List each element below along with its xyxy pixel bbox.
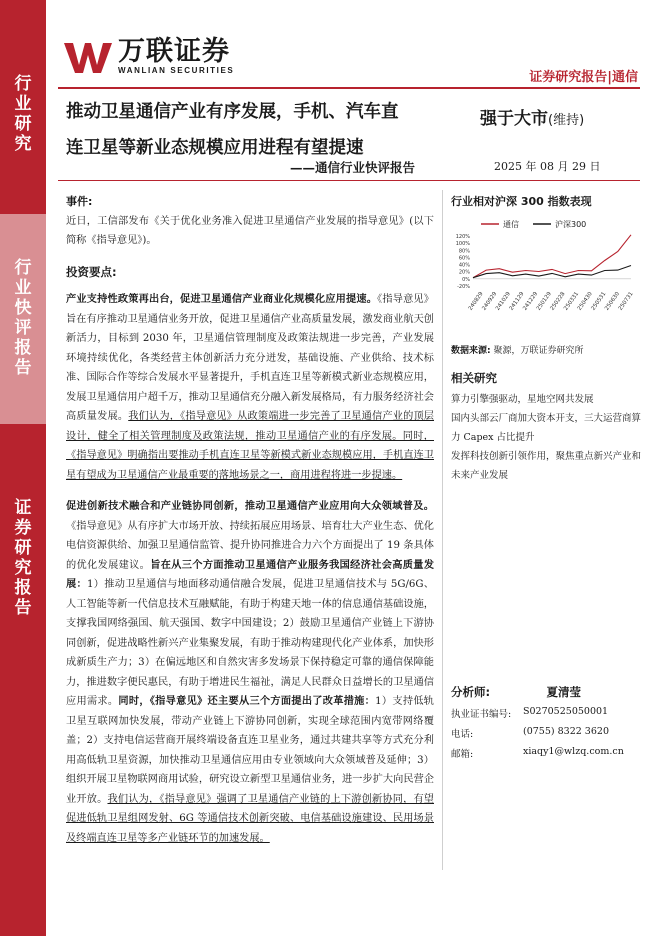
event-text: 近日，工信部发布《关于优化业务准入促进卫星通信产业发展的指导意见》(以下简称《指导意见》)。 bbox=[66, 215, 434, 246]
x-tick-label: 241029 bbox=[494, 291, 512, 312]
logo-text-en: WANLIAN SECURITIES bbox=[118, 66, 235, 75]
right-column bbox=[451, 194, 641, 485]
related-research-heading: 相关研究 bbox=[451, 371, 497, 385]
rating: 强于大市(维持) bbox=[480, 109, 585, 129]
y-tick-label: 80% bbox=[458, 248, 470, 255]
event-label: 事件: bbox=[66, 195, 93, 208]
chart-title: 行业相对沪深 300 指数表现 bbox=[451, 195, 592, 208]
analyst-name: 夏清莹 bbox=[546, 685, 581, 699]
column-divider bbox=[442, 190, 443, 870]
report-title: 推动卫星通信产业有序发展，手机、汽车直 连卫星等新业态规模应用进程有望提速 bbox=[66, 102, 399, 158]
analyst-info bbox=[451, 684, 641, 760]
y-tick-label: 120% bbox=[455, 234, 470, 240]
x-tick-label: 241229 bbox=[522, 291, 540, 312]
related-research-item[interactable]: 国内头部云厂商加大资本开支，三大运营商算力 Capex 占比提升 bbox=[451, 413, 642, 443]
y-tick-label: 40% bbox=[458, 262, 470, 269]
x-tick-label: 250630 bbox=[604, 291, 622, 312]
legend-label: 通信 bbox=[503, 220, 519, 229]
sidebar bbox=[0, 0, 46, 936]
logo-text-cn: 万联证券 bbox=[118, 36, 230, 67]
report-subtitle: ——通信行业快评报告 bbox=[290, 160, 416, 175]
series-line bbox=[473, 266, 631, 278]
y-tick-label: -20% bbox=[457, 284, 470, 290]
sidebar-label-industry-research: 行 业 研 究 bbox=[14, 74, 32, 154]
x-tick-label: 250129 bbox=[535, 291, 553, 312]
relative-performance-chart bbox=[451, 216, 641, 326]
points-label: 投资要点: bbox=[66, 264, 117, 279]
related-research-item[interactable]: 算力引擎强驱动，星地空网共发展 bbox=[451, 394, 594, 405]
x-tick-label: 240929 bbox=[481, 291, 499, 312]
x-tick-label: 250731 bbox=[617, 291, 635, 312]
analyst-field: 执业证书编号: S0270525050001 bbox=[451, 706, 609, 720]
header-divider bbox=[58, 87, 640, 89]
sidebar-label-quick-review: 行 业 快 评 报 告 bbox=[0, 214, 46, 424]
y-tick-label: 20% bbox=[458, 269, 470, 276]
title-divider bbox=[58, 180, 640, 181]
company-logo bbox=[62, 38, 234, 75]
x-tick-label: 241129 bbox=[508, 291, 526, 312]
sidebar-label-securities-report: 证 券 研 究 报 告 bbox=[14, 498, 32, 618]
x-tick-label: 250331 bbox=[563, 291, 581, 312]
series-line bbox=[473, 235, 631, 278]
x-tick-label: 250531 bbox=[590, 291, 608, 312]
chart-source: 数据来源: 聚源，万联证券研究所 bbox=[451, 346, 584, 356]
legend-label: 沪深300 bbox=[555, 220, 587, 229]
y-tick-label: 60% bbox=[458, 255, 470, 262]
analyst-field: 电话: (0755) 8322 3620 bbox=[451, 726, 609, 740]
paragraph-2: 促进创新技术融合和产业链协同创新，推动卫星通信产业应用向大众领域普及。《指导意见》从有序扩大市场开放、持续拓展应用场景、培育壮大产业生态、优化电信资源供给、加强卫星通信监管、提升协同推进合力六个方面提出了 19 条具体的优化发展建议。旨在从三个方面推动卫星通信产业服务我国经济社会高质量发展：1）推动卫星通信与地面移动通信融合发展，促进卫星通信技术与 5G/6G、人工智能等新一代信息技术互融赋能，有助于构建天地一体的信息通信基础设施，支撑我国网络强国、航天强国、数字中国建设；2）鼓励卫星通信产业链上下游协同创新，促进战略性新兴产业集聚发展，有助于推动构建现代化产业体系，加快形成新质生产力；3）在偏远地区和自然灾害多发场景下保持稳定可靠的通信保障能力，推进数字便民惠民，有助于增进民生福祉，满足人民群众日益增长的卫星通信应用需求。同时，《指导意见》还主要从三个方面提出了改革措施：1）支持低轨卫星互联网加快发展，带动产业链上下游协同创新，实现全球范围内宽带网络覆盖；2）支持电信运营商开展终端设备直连卫星业务，通过共建共享等方式充分利用高低轨卫星资源，加快推动卫星通信应用由专业领域向大众领域普及延伸；3）组织开展卫星物联网商用试验，研究设立新型卫星通信业务，进一步扩大向民营企业开放。我们认为，《指导意见》强调了卫星通信产业链的上下游创新协同，有望促进低轨卫星组网发射、6G 等通信技术创新突破、电信基础设施建设、民用场景及终端直连卫星等多产业链环节的加速发展。 bbox=[66, 501, 435, 844]
main-content bbox=[66, 192, 434, 848]
x-tick-label: 250430 bbox=[576, 291, 594, 312]
y-tick-label: 100% bbox=[455, 241, 470, 248]
related-research-list bbox=[451, 390, 641, 485]
y-tick-label: 0% bbox=[462, 276, 470, 283]
analyst-label: 分析师: bbox=[451, 685, 491, 699]
analyst-email[interactable]: xiaqy1@wlzq.com.cn bbox=[523, 746, 624, 757]
paragraph-1: 产业支持性政策再出台，促进卫星通信产业商业化规模化应用提速。《指导意见》旨在有序推动卫星通信业务开放，促进卫星通信产业高质量发展，激发商业航天创新活力，目标到 2030 年，卫星通信管理制度及政策法规进一步完善，产业发展环境持续优化，各类经营主体创新活力充分迸发，基础设施、产业供给、技术标准、国际合作等综合发展水平显著提升，手机直连卫星等新模式新业态规模应用，发展卫星通信用户超千万，推动卫星通信充分融入新发展格局，有力服务经济社会高质量发展。我们认为，《指导意见》从政策端进一步完善了卫星通信产业的顶层设计，健全了相关管理制度及政策法规，推动卫星通信产业的有序发展。同时，《指导意见》明确指出要推动手机直连卫星等新模式新业态规模应用，手机直连卫星有望成为卫星通信产业最重要的落地场景之一，商用进程将进一步提速。 bbox=[66, 294, 434, 481]
related-research-item[interactable]: 发挥科技创新引领作用，聚焦重点新兴产业和未来产业发展 bbox=[451, 451, 642, 481]
report-date: 2025 年 08 月 29 日 bbox=[494, 160, 601, 173]
report-type: 证券研究报告|通信 bbox=[529, 70, 638, 85]
analyst-field: 邮箱: xiaqy1@wlzq.com.cn bbox=[451, 746, 624, 760]
wanlian-w-logo-icon bbox=[62, 39, 114, 75]
x-tick-label: 240829 bbox=[467, 291, 485, 312]
x-tick-label: 250228 bbox=[549, 291, 567, 312]
